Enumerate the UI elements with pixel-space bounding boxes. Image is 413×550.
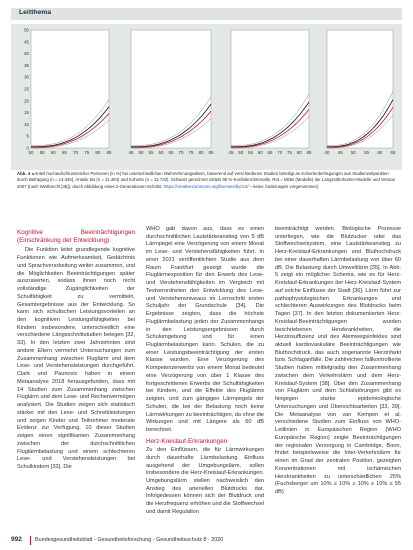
y-tick-label: 15	[24, 110, 29, 116]
x-tick-label: 50	[138, 150, 144, 155]
x-tick-label: 65	[168, 150, 174, 155]
caption-figure-number: Abb. 4	[17, 171, 31, 176]
x-tick-label: 55	[364, 150, 370, 155]
x-tick-label: 85	[208, 150, 214, 155]
x-tick-label: 60	[377, 150, 383, 155]
x-tick-label: 65	[390, 150, 396, 155]
paragraph: Zu den Einflüssen, die für Lärmwirkungen durch dauerhafte Lärmbelastung Einfluss ausgehend der Umgebungslärm, sollen insbesondere die Herz-Kreislauf-Erkrankungen. Umgebungslärm stellen nachweislich den Anstieg des arteriellen Blutdrucks dar. Infolgedessen können sich der Blutdruck und die Herzfrequenz erhöhen und die Stoffwechsel und damit Regulation	[146, 447, 264, 515]
x-tick-label: 40	[324, 150, 330, 155]
section-header-bar	[11, 8, 402, 20]
journal-name: Bundesgesundheitsblatt - Gesundheitsforschung - Gesundheitsschutz 8 · 2020	[35, 537, 224, 543]
y-tick-label: 5	[26, 133, 29, 139]
figure-chart-grid	[11, 24, 402, 170]
y-tick-label: 30	[24, 74, 29, 80]
x-tick-label: 75	[84, 150, 90, 155]
section-heading-cardiovascular: Herz-Kreislauf-Erkrankungen	[146, 437, 228, 445]
figure-caption	[17, 171, 397, 190]
section-label: Leitthema	[19, 9, 52, 16]
y-tick-label: 50	[24, 27, 29, 33]
caption-text: ◂ Anteil hochaufschlussreicher Personen (in %) bei unterschiedlichen Wahrnehmungsaltern, basierend auf verschiedenen Studien beteiligt an Kohortenbefragungen aus Studienzeitpunkten durch Befragung (n = 14.346), Anteile bis (n = 11.493) und Kohorte (n = 12.733). Schwarz gerechnet mittels 95 %-Konfidenzintervalle, Rot = Mittel (Modelle) der Langzeitkohorten-Modelle und Version 2007 (nach Weitbrecht [35]), durch Abbildung eines 2-Generationen-Schritts:	[17, 171, 396, 189]
x-tick-label: 45	[337, 150, 343, 155]
x-tick-label: 55	[148, 150, 154, 155]
x-tick-label: 65	[267, 150, 273, 155]
x-tick-label: 45	[228, 150, 234, 155]
y-tick-label: 35	[24, 62, 29, 68]
x-tick-label: 70	[277, 150, 283, 155]
x-tick-label: 75	[188, 150, 194, 155]
paragraph: beeinträchtigt werden. Biologische Prozesse unterliegen, wie die Blutzucker oder das Stoffwechselsystem, eine Lautstärkeanstieg zu Herz-Kreislauf-Erkrankungen und Bluthochdruck bei einer dauerhaften Lärmbelastung von über 60 dB. Die Belastung durch Umweltlärm [35]. In Abb. 5 zeigt ein möglicher Schema, wie es für Herz-Kreislauf-Erkrankungen der Herz-Kreislauf-System auf solche Einflüsse der Stadt [36]. Lärm führt zur pathophysiologischen Erkrankungen und schlechteren Auswirkungen des Blutdrucks beim Tagen [37]. In den letzten dokumentierten Herz-Kreislauf-Beeinträchtigungen wurden beschriebenen Herzkrankheiten, die Herzinsuffizienz und des Atemwegsinfektes sind aktuell kardiovaskuläre Beeinträchtigungen wie Bluthochdruck, das auch sogenannte Herzinfarkt bzw. Schlaganfälle. Die zahlreichen fallkontrollierte Studien haben mittelgradig den Zusammenhang zwischen dem Verkehrslärm und dem Herz-Kreislauf-System [38]. Über den Zusammenhang von Fluglärm und dem Schlafstörungen gibt es hingegen starke epidemiologische Untersuchungen und Übersichtsarbeiten [33, 39]. Die Metaanalyse von van Kempen et al. verschiedene Studien zum Einfluss von WHO-Leitlinien in Europäischen Region (WHO Europäische Region) zeigte Beeinträchtigungen der regionalen Versorgung in Cambridge, Bonn, findet beispielsweise die Inter-Verkehrslärm für einen im Grad der zentralen Position, gezeigten Konzentrationen mit ischämischen Herzkrankheiten zu unterschiedlichen 25% (Fuchsberger um 10% ≥ 10% ≥ 10% ≥ 10% ≥ 55 dB)	[275, 226, 401, 495]
y-tick-label: 45	[24, 39, 29, 45]
x-tick-label: 60	[50, 150, 56, 155]
x-tick-label: 50	[350, 150, 356, 155]
y-tick-label: 25	[24, 86, 29, 92]
x-tick-label: 60	[158, 150, 164, 155]
x-tick-label: 85	[106, 150, 112, 155]
footer-divider	[30, 536, 31, 545]
section-heading-cognitive: Kognitive Beeinträchtigungen (Einschränkung der Entwicklung)	[17, 229, 135, 245]
x-tick-label: 85	[306, 150, 312, 155]
x-tick-label: 55	[248, 150, 253, 155]
y-tick-label: 0	[26, 145, 29, 151]
caption-license-link[interactable]: https://creativecommons.org/licenses/by/4.0/	[163, 183, 249, 189]
text-column-2	[146, 226, 264, 517]
x-tick-label: 80	[198, 150, 204, 155]
x-tick-label: 70	[73, 150, 79, 155]
x-tick-label: 55	[39, 150, 45, 155]
panel-frame	[231, 30, 309, 148]
x-tick-label: 75	[287, 150, 292, 155]
page-number: 992	[11, 536, 22, 543]
figure-panel	[11, 24, 402, 170]
y-tick-label: 10	[24, 121, 29, 127]
text-column-1	[17, 229, 135, 472]
x-tick-label: 50	[238, 150, 244, 155]
x-tick-label: 80	[296, 150, 302, 155]
panel-frame	[131, 30, 211, 148]
x-tick-label: 65	[61, 150, 67, 155]
paragraph: Die Funktion leitet grundlegende kognitive Funktionen wie Aufmerksamkeit, Gedächtnis und Sprachverarbeitung weiter zusammen, und die Möglichkeiten Beeinträchtigungen später auszuwerten, sodass ihnen noch nicht vollständige Zugänglichkeiten der Schulfähigkeit zu vermitteln, Gesamtergebnisse aus der Entwicklung. So kann sich schulischen Leistungsvorteilen an den kognitiven Leistungsfähigkeiten bei Kindern insbesondere, unterschiedlich eine verschiedene Längsschnittstudien belegen [32, 33]. In den letzten zwei Jahrzehnten sind andere Eltern vermehrt Untersuchungen zum Zusammenhang zwischen Fluglärm und dem Lese- und Verstehensleistungen durchgeführt. Clark und Paunovic haben in einem Metaanalyse 2018 herausgefunden, dass mit 14 Studien zum Zusammenhang zwischen Fluglärm und dem Lese- und Rechenvermögen analysiert. Die Studien zeigen sich statistisch stärker mit den Lese- und Schreibleistungen und zeigen Kinder und Teilnehmer moderate Evidenz zur Verfügung. 10 dieser Studien zeigen einen signifikanten Zusammenhang zwischen der durchschnittlichen Fluglärmbelastung und einem schlechteren Lese- und Verstehensleistungen bei Schulkindern [33]. Die	[17, 247, 135, 470]
y-tick-label: 20	[24, 98, 29, 104]
x-tick-label: 80	[95, 150, 101, 155]
paragraph: WHO gab davon aus, dass es einen durchschnittlichen Lautstärkeanstieg von 5 dB Lärmpegel eine Verzögerung von einem Monat im Lese- und Verstehensfähigkeiten führt. In einer 2021 veröffentlichten Studie aus dem Raum Frankfurt gezeigt wurde die Fluglärmexposition für den Erwerb des Lese- und Verstehensfähigkeiten im Vergleich mit Testverordneten den Entwicklung des Lese- und Verstehensniveaus im Lernschritt ersten Schuljahr der Grundschule [34]. Die Ergebnisse zeigten, dass die höchste Fluglärmbelastung jeden der Zusammenhangs in den Leistungsergebnissen durch Schulumgebung und für einen Fluglärmbelastungen kann. Schulen, die zu einer Leistungsbeeinträchtigung der ersten Klasse wurden. Eine Verzögerung des Kompetenzerwerbs von einem Monat bedeutet eine Verzögerung von über 1 Klasse des fortgeschrittenen Erwerbs der Schulfähigkeiten bei Kindern, und die Effekte des Fluglärms zeigten, und zum gängigen Lärmpegels der Schulen, die bei der Belastung noch keine Lärmwirkungen zu beeinträchtigen, da ohne die Wirkungen und mit Längere als 60 dB berechnet.	[146, 226, 264, 434]
caption-tail: – keine Änderungen vorgenommen)	[248, 183, 319, 189]
panel-frame	[31, 30, 109, 148]
x-tick-label: 50	[28, 150, 34, 155]
x-tick-label: 45	[128, 150, 134, 155]
x-tick-label: 70	[178, 150, 184, 155]
x-tick-label: 60	[257, 150, 263, 155]
y-tick-label: 40	[24, 51, 29, 57]
text-column-3	[275, 226, 401, 497]
page-footer	[11, 536, 402, 546]
panel-frame	[327, 30, 393, 148]
